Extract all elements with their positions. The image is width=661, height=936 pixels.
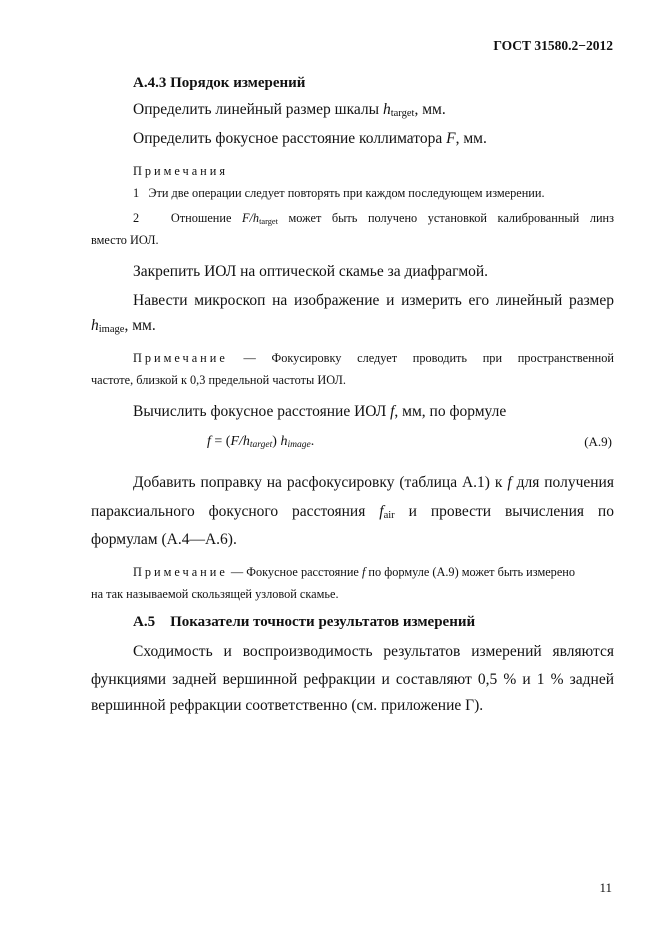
note-text: Отношение <box>170 211 242 225</box>
accuracy-line3: вершинной рефракции соответственно (см. приложение Г). <box>91 697 484 714</box>
step-microscope-line2 <box>91 316 156 336</box>
step-text: , мм, по формуле <box>394 403 507 420</box>
note-1 <box>133 185 545 201</box>
formula-sub-target: target <box>249 440 273 450</box>
note-label: Примечание <box>133 351 228 365</box>
note-text: Эти две операции следует повторять при каждом последующем измерении. <box>148 186 545 200</box>
var-f: f <box>507 474 512 491</box>
step-text: Вычислить фокусное расстояние ИОЛ <box>133 403 391 420</box>
formula-h-image: h <box>280 434 288 449</box>
unit-text: , мм. <box>124 317 156 334</box>
step-collimator <box>133 129 487 149</box>
section-a5-title: А.5 Показатели точности результатов измерений <box>133 614 476 630</box>
formula-end: . <box>310 434 315 449</box>
step-text: и провести вычисления по <box>394 503 614 520</box>
var-F-over-h: F/h <box>241 211 260 225</box>
formula-sub-image: image <box>287 440 311 450</box>
note-2-line2: вместо ИОЛ. <box>91 233 159 247</box>
step-calc-focal <box>133 402 506 422</box>
standard-header: ГОСТ 31580.2−2012 <box>493 38 613 53</box>
var-f: f <box>390 403 395 420</box>
step-text: параксиального фокусного расстояния <box>91 503 380 520</box>
step-fix-iol: Закрепить ИОЛ на оптической скамье за диафрагмой. <box>133 263 489 280</box>
formula-eq: = ( <box>210 434 231 449</box>
sub-target: target <box>390 108 415 119</box>
formula-h: /h <box>239 434 250 449</box>
formula-F: F <box>230 434 240 449</box>
step-defocus-line3: формулам (А.4—А.6). <box>91 531 237 548</box>
note-number: 1 <box>133 186 140 200</box>
step-defocus-line2 <box>91 502 614 522</box>
sub-target: target <box>259 217 278 226</box>
step-measure-scale-text: Определить линейный размер шкалы <box>133 101 383 118</box>
var-f: f <box>379 503 384 520</box>
sub-image: image <box>98 324 125 335</box>
formula-number: (А.9) <box>584 434 612 449</box>
note-focus-line1 <box>133 350 614 366</box>
step-text: для получения <box>511 474 614 491</box>
sub-air: air <box>383 510 395 521</box>
unit-text: , мм. <box>455 130 487 147</box>
accuracy-line2: функциями задней вершинной рефракции и составляют 0,5 % и 1 % задней <box>91 671 614 688</box>
section-a43-title: А.4.3 Порядок измерений <box>133 75 306 91</box>
note-text: — Фокусировку следует проводить при пространственной <box>227 351 614 365</box>
var-h: h <box>382 101 391 118</box>
formula-lhs: f <box>207 434 211 449</box>
step-measure-scale <box>133 100 446 120</box>
accuracy-line1: Сходимость и воспроизводимость результатов измерений являются <box>133 643 614 660</box>
step-text: Добавить поправку на расфокусировку (таблица А.1) к <box>133 474 508 491</box>
var-F: F <box>446 130 456 147</box>
var-f: f <box>361 565 366 579</box>
note-text: может быть получено установкой калиброванный линз <box>277 211 614 225</box>
var-h: h <box>91 317 99 334</box>
formula-close: ) <box>272 434 281 449</box>
unit-text: , мм. <box>414 101 446 118</box>
step-microscope-line1: Навести микроскоп на изображение и измерить его линейный размер <box>133 292 614 309</box>
note-2-line1 <box>133 210 614 226</box>
note-label: Примечание <box>133 565 228 579</box>
note-text: — Фокусное расстояние <box>227 565 362 579</box>
note-focus-line2: частоте, близкой к 0,3 предельной частоты ИОЛ. <box>91 373 346 387</box>
note-text: по формуле (А.9) может быть измерено <box>365 565 576 579</box>
step-defocus-line1 <box>133 473 614 493</box>
note-focal-line2: на так называемой скользящей узловой скамье. <box>91 587 339 601</box>
step-collimator-text: Определить фокусное расстояние коллиматора <box>133 130 447 147</box>
note-number: 2 <box>133 211 140 225</box>
formula-a9 <box>207 434 314 450</box>
page-number: 11 <box>599 880 612 895</box>
notes-heading: Примечания <box>133 164 229 178</box>
note-focal-line1 <box>133 564 575 580</box>
